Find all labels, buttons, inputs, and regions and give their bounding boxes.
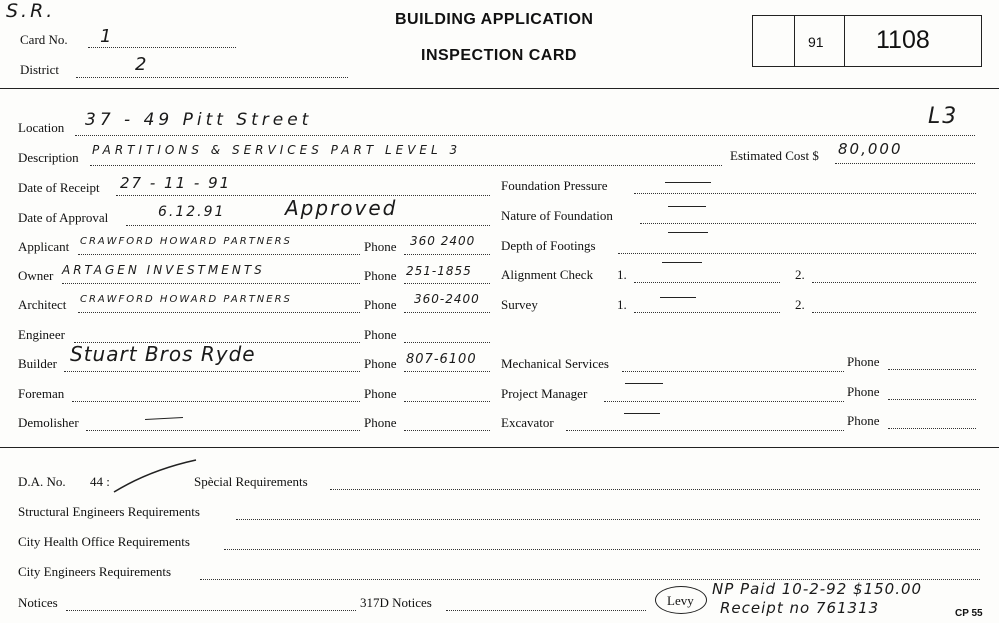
nature-foundation-line <box>640 223 976 224</box>
district-label: District <box>20 62 59 77</box>
estimated-cost-label: Estimated Cost $ <box>730 148 819 163</box>
box-divider-1 <box>794 15 795 67</box>
mechanical-line <box>622 371 844 372</box>
mechanical-phone-line <box>888 369 976 370</box>
owner-phone-label: Phone <box>364 268 397 283</box>
survey-dash <box>660 297 696 298</box>
demolisher-label: Demolisher <box>18 415 79 430</box>
project-manager-phone-line <box>888 399 976 400</box>
title-line1: BUILDING APPLICATION <box>395 11 594 28</box>
notices-label: Notices <box>18 595 58 610</box>
alignment-line-1 <box>634 282 780 283</box>
applicant-label: Applicant <box>18 239 70 254</box>
form-code: CP 55 <box>955 608 983 619</box>
date-approval-label: Date of Approval <box>18 210 109 225</box>
excavator-phone-label: Phone <box>847 413 880 428</box>
project-manager-line <box>604 401 844 402</box>
structural-line <box>236 519 980 520</box>
builder-phone: 807-6100 <box>406 352 477 367</box>
estimated-cost-value: 80,000 <box>838 140 903 158</box>
location-line <box>75 135 975 136</box>
date-receipt-label: Date of Receipt <box>18 180 100 195</box>
foreman-label: Foreman <box>18 386 65 401</box>
levy-note-line1: NP Paid 10-2-92 $150.00 <box>712 580 923 598</box>
box-divider-2 <box>844 15 845 67</box>
location-label: Location <box>18 120 65 135</box>
owner-label: Owner <box>18 268 54 283</box>
alignment-item-1: 1. <box>617 267 627 282</box>
survey-item-2: 2. <box>795 297 805 312</box>
project-manager-phone-label: Phone <box>847 384 880 399</box>
date-receipt-value: 27 - 11 - 91 <box>120 174 232 192</box>
applicant-phone-label: Phone <box>364 239 397 254</box>
date-approval-value: 6.12.91 <box>158 204 226 220</box>
builder-phone-label: Phone <box>364 356 397 371</box>
notices-317d-label: 317D Notices <box>360 595 432 610</box>
description-label: Description <box>18 150 79 165</box>
applicant-phone: 360 2400 <box>410 234 476 248</box>
card-no-label: Card No. <box>20 32 68 47</box>
demolisher-phone-label: Phone <box>364 415 397 430</box>
da-slash-mark <box>110 456 200 496</box>
sr-mark: S.R. <box>6 0 56 22</box>
alignment-dash <box>662 262 702 263</box>
city-engineers-label: City Engineers Requirements <box>18 564 172 579</box>
owner-phone: 251-1855 <box>406 264 472 278</box>
card-no-value: 1 <box>100 26 114 47</box>
project-manager-label: Project Manager <box>501 386 588 401</box>
survey-line-2 <box>812 312 976 313</box>
district-line <box>76 77 348 78</box>
description-line <box>90 165 722 166</box>
architect-line <box>78 312 360 313</box>
da-no-label: D.A. No. <box>18 474 66 489</box>
architect-value: CRAWFORD HOWARD PARTNERS <box>80 294 292 305</box>
header-divider <box>0 88 999 89</box>
health-label: City Health Office Requirements <box>18 534 190 549</box>
builder-phone-line <box>404 371 490 372</box>
builder-line <box>64 371 360 372</box>
special-requirements-line <box>330 489 980 490</box>
excavator-label: Excavator <box>501 415 554 430</box>
depth-footings-label: Depth of Footings <box>501 238 596 253</box>
levy-label: Levy <box>667 593 694 608</box>
builder-label: Builder <box>18 356 57 371</box>
architect-phone-label: Phone <box>364 297 397 312</box>
description-value: PARTITIONS & SERVICES PART LEVEL 3 <box>92 143 462 157</box>
architect-phone-line <box>404 312 490 313</box>
foreman-phone-line <box>404 401 490 402</box>
notices-317d-line <box>446 610 646 611</box>
box-year: 91 <box>808 34 824 50</box>
excavator-dash <box>624 413 660 414</box>
location-level: L3 <box>928 104 959 129</box>
structural-label: Structural Engineers Requirements <box>18 504 200 519</box>
mechanical-label: Mechanical Services <box>501 356 609 371</box>
owner-value: ARTAGEN INVESTMENTS <box>62 263 265 277</box>
owner-line <box>62 283 360 284</box>
location-value: 37 - 49 Pitt Street <box>85 110 313 130</box>
depth-footings-dash <box>668 232 708 233</box>
architect-phone: 360-2400 <box>414 292 480 306</box>
builder-value: Stuart Bros Ryde <box>70 342 256 366</box>
owner-phone-line <box>404 283 490 284</box>
approval-status: Approved <box>285 196 398 220</box>
estimated-cost-line <box>835 163 975 164</box>
district-value: 2 <box>135 54 149 75</box>
depth-footings-line <box>618 253 976 254</box>
excavator-phone-line <box>888 428 976 429</box>
demolisher-phone-line <box>404 430 490 431</box>
engineer-phone-line <box>404 342 490 343</box>
foreman-line <box>72 401 360 402</box>
alignment-line-2 <box>812 282 976 283</box>
excavator-line <box>566 430 844 431</box>
box-number: 1108 <box>876 26 930 54</box>
alignment-check-label: Alignment Check <box>501 267 594 282</box>
survey-line-1 <box>634 312 780 313</box>
foundation-pressure-line <box>634 193 976 194</box>
architect-label: Architect <box>18 297 67 312</box>
nature-foundation-dash <box>668 206 706 207</box>
engineer-phone-label: Phone <box>364 327 397 342</box>
foundation-pressure-label: Foundation Pressure <box>501 178 608 193</box>
special-requirements-label: Spècial Requirements <box>194 474 308 489</box>
applicant-value: CRAWFORD HOWARD PARTNERS <box>80 236 292 247</box>
demolisher-line <box>86 430 360 431</box>
section-divider <box>0 447 999 448</box>
survey-label: Survey <box>501 297 538 312</box>
levy-note-line2: Receipt no 761313 <box>720 599 880 617</box>
project-manager-dash <box>625 383 663 384</box>
alignment-item-2: 2. <box>795 267 805 282</box>
applicant-phone-line <box>404 254 490 255</box>
title-line2: INSPECTION CARD <box>421 47 577 64</box>
engineer-label: Engineer <box>18 327 65 342</box>
card-number-box <box>752 15 982 67</box>
nature-foundation-label: Nature of Foundation <box>501 208 613 223</box>
demolisher-dash <box>145 417 183 420</box>
survey-item-1: 1. <box>617 297 627 312</box>
foreman-phone-label: Phone <box>364 386 397 401</box>
applicant-line <box>78 254 360 255</box>
da-no-value: 44 : <box>90 474 110 489</box>
foundation-pressure-dash <box>665 182 711 183</box>
card-no-line <box>88 47 236 48</box>
health-line <box>224 549 980 550</box>
notices-line <box>66 610 356 611</box>
date-approval-line <box>126 225 490 226</box>
mechanical-phone-label: Phone <box>847 354 880 369</box>
